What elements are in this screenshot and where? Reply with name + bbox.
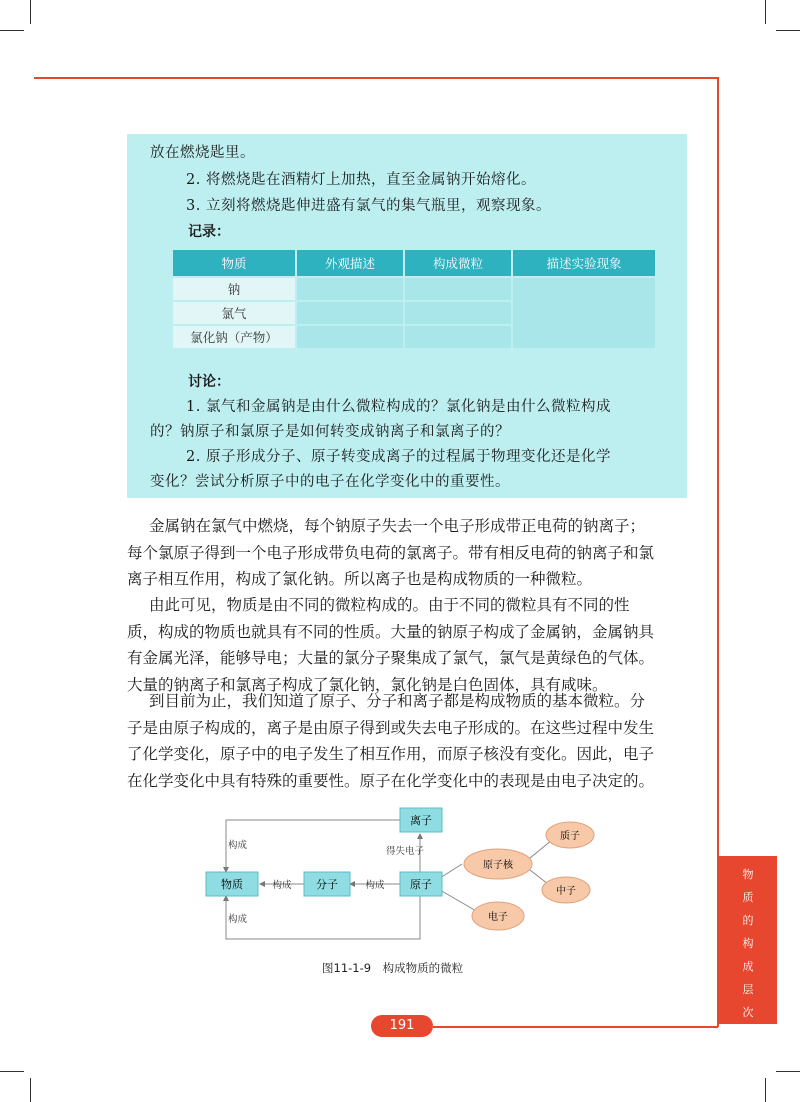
table-cell-empty xyxy=(296,277,404,301)
page-number: 191 xyxy=(371,1015,433,1037)
side-tab-char: 物 xyxy=(742,868,754,881)
body-paragraph xyxy=(127,592,692,698)
electron-label: 电子 xyxy=(488,912,508,923)
crop-mark xyxy=(30,0,31,24)
table-cell-empty xyxy=(512,277,656,349)
discussion-line: 变化？尝试分析原子中的电子在化学变化中的重要性。 xyxy=(150,474,510,490)
connector-line xyxy=(226,896,420,939)
side-tab-char: 层 xyxy=(742,983,754,996)
connector-line xyxy=(530,840,552,858)
record-label: 记录： xyxy=(188,224,230,240)
body-paragraph xyxy=(127,513,692,593)
crop-mark xyxy=(30,1078,31,1102)
constitute-label: 构成 xyxy=(228,914,248,925)
chapter-side-tab xyxy=(719,856,777,1024)
table-row xyxy=(172,277,656,301)
crop-mark xyxy=(0,30,24,31)
table-cell-empty xyxy=(404,325,512,349)
side-tab-char: 成 xyxy=(742,960,754,973)
table-cell-substance: 氯气 xyxy=(172,301,296,325)
table-header: 外观描述 xyxy=(296,249,404,277)
side-tab-char: 质 xyxy=(742,891,754,904)
connector-line xyxy=(226,820,400,872)
paragraph-line: 在化学变化中具有特殊的重要性。原子在化学变化中的表现是由电子决定的。 xyxy=(127,771,655,790)
paragraph-line: 大量的钠离子和氯离子构成了氯化钠，氯化钠是白色固体，具有咸味。 xyxy=(127,675,608,694)
table-cell-substance: 钠 xyxy=(172,277,296,301)
discussion-line: 1. 氯气和金属钠是由什么微粒构成的？氯化钠是由什么微粒构成 xyxy=(186,399,611,415)
discussion-line: 的？钠原子和氯原子是如何转变成钠离子和氯离子的？ xyxy=(150,424,510,440)
crop-mark xyxy=(0,1071,24,1072)
table-cell-empty xyxy=(404,301,512,325)
particle-diagram xyxy=(200,804,620,949)
page-number-rule xyxy=(433,1026,718,1028)
experiment-line: 放在燃烧匙里。 xyxy=(150,145,255,161)
side-tab-char: 次 xyxy=(742,1006,754,1019)
ion-label: 离子 xyxy=(410,814,432,827)
paragraph-line: 质，构成的物质也就具有不同的性质。大量的钠原子构成了金属钠，金属钠具 xyxy=(127,622,655,641)
paragraph-line: 离子相互作用，构成了氯化钠。所以离子也是构成物质的一种微粒。 xyxy=(127,570,593,588)
paragraph-line: 到目前为止，我们知道了原子、分子和离子都是构成物质的基本微粒。分 xyxy=(149,692,646,710)
table-cell-empty xyxy=(404,277,512,301)
crop-mark xyxy=(765,0,766,24)
experiment-step-2: 2. 将燃烧匙在酒精灯上加热，直至金属钠开始熔化。 xyxy=(186,172,536,188)
discussion-label: 讨论： xyxy=(188,374,230,390)
discussion-line: 2. 原子形成分子、原子转变成离子的过程属于物理变化还是化学 xyxy=(186,449,611,465)
experiment-step-3: 3. 立刻将燃烧匙伸进盛有氯气的集气瓶里，观察现象。 xyxy=(186,198,551,214)
side-tab-char: 的 xyxy=(742,914,754,927)
table-cell-empty xyxy=(296,325,404,349)
paragraph-line: 由此可见，物质是由不同的微粒构成的。由于不同的微粒具有不同的性 xyxy=(149,596,630,614)
paragraph-line: 有金属光泽，能够导电；大量的氯分子聚集成了氯气，氯气是黄绿色的气体。 xyxy=(127,649,655,667)
substance-label: 物质 xyxy=(221,878,243,891)
neutron-label: 中子 xyxy=(556,886,576,897)
molecule-label: 分子 xyxy=(316,878,338,891)
table-header: 物质 xyxy=(172,249,296,277)
connector-line xyxy=(530,870,548,884)
page-frame-top xyxy=(34,77,718,79)
record-table xyxy=(171,248,657,350)
table-header: 构成微粒 xyxy=(404,249,512,277)
table-cell-substance: 氯化钠（产物） xyxy=(172,325,296,349)
side-tab-char: 构 xyxy=(742,937,754,950)
table-cell-empty xyxy=(296,301,404,325)
crop-mark xyxy=(776,1071,800,1072)
nucleus-label: 原子核 xyxy=(483,860,513,871)
gain-lose-electron-label: 得失电子 xyxy=(386,846,425,857)
constitute-label: 构成 xyxy=(228,840,248,851)
crop-mark xyxy=(765,1078,766,1102)
paragraph-line: 了化学变化，原子中的电子发生了相互作用，而原子核没有变化。因此，电子 xyxy=(127,745,655,763)
body-paragraph xyxy=(127,688,692,794)
connector-line xyxy=(440,890,478,912)
atom-label: 原子 xyxy=(410,878,432,891)
paragraph-line: 每个氯原子得到一个电子形成带负电荷的氯离子。带有相反电荷的钠离子和氯 xyxy=(127,543,655,562)
constitute-label: 构成 xyxy=(272,880,292,891)
table-header: 描述实验现象 xyxy=(512,249,656,277)
figure-caption: 图11-1-9 构成物质的微粒 xyxy=(322,961,464,975)
paragraph-line: 金属钠在氯气中燃烧，每个钠原子失去一个电子形成带正电荷的钠离子； xyxy=(149,517,646,535)
proton-label: 质子 xyxy=(560,831,580,842)
constitute-label: 构成 xyxy=(365,880,385,891)
connector-line xyxy=(440,864,462,878)
paragraph-line: 子是由原子构成的，离子是由原子得到或失去电子形成的。在这些过程中发生 xyxy=(127,718,655,737)
crop-mark xyxy=(776,30,800,31)
